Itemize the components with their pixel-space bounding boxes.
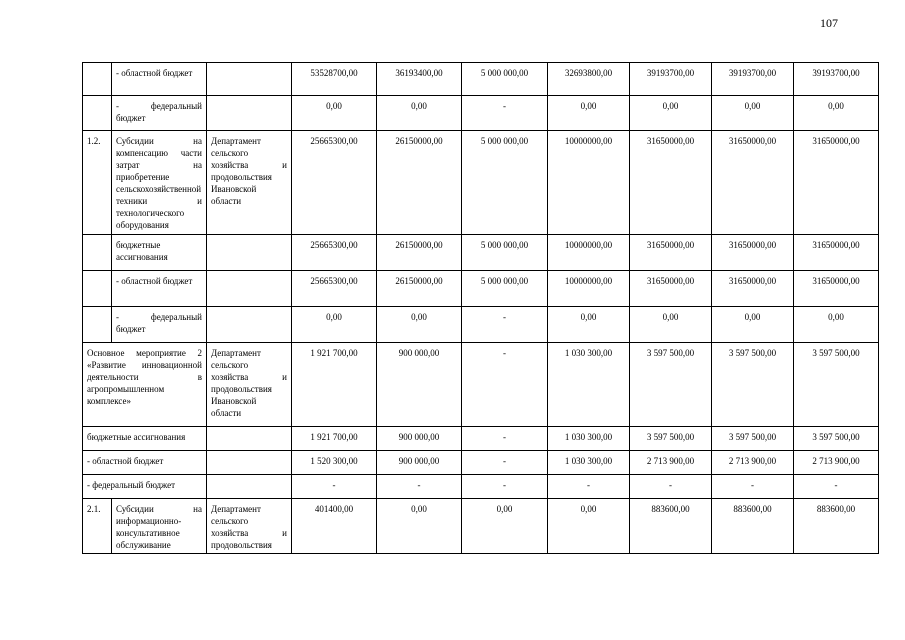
value-cell: 0,00 [712,96,794,131]
value-cell: 5 000 000,00 [462,63,548,96]
table-row [83,343,879,427]
value-cell: 3 597 500,00 [794,427,879,451]
executor-cell [207,271,292,307]
value-cell: 31650000,00 [630,271,712,307]
value-cell: 0,00 [377,307,462,343]
executor-cell [207,63,292,96]
value-cell: 53528700,00 [292,63,377,96]
table-row [83,271,879,307]
executor-cell: Департамент сельского хозяйства и продовольствия [207,499,292,554]
value-cell: 1 030 300,00 [548,451,630,475]
value-cell: 39193700,00 [794,63,879,96]
table-row [83,499,879,554]
value-cell: 31650000,00 [712,271,794,307]
row-number-cell: 2.1. [83,499,112,554]
row-name-cell: Субсидии на компенсацию части затрат на приобретение сельскохозяйственной техники и технологического оборудования [112,131,207,235]
row-name-cell: - областной бюджет [112,63,207,96]
executor-cell: Департамент сельского хозяйства и продовольствия Ивановской области [207,131,292,235]
value-cell: 31650000,00 [794,271,879,307]
table-row [83,451,879,475]
row-name-cell: бюджетные ассигнования [83,427,207,451]
row-name-cell: - областной бюджет [83,451,207,475]
row-name-cell: бюджетные ассигнования [112,235,207,271]
value-cell: 3 597 500,00 [712,343,794,427]
value-cell: 900 000,00 [377,427,462,451]
value-cell: - [292,475,377,499]
value-cell: 5 000 000,00 [462,235,548,271]
row-number-cell [83,307,112,343]
value-cell: 2 713 900,00 [712,451,794,475]
value-cell: - [462,475,548,499]
value-cell: 3 597 500,00 [794,343,879,427]
value-cell: 1 030 300,00 [548,427,630,451]
value-cell: 39193700,00 [630,63,712,96]
value-cell: 2 713 900,00 [794,451,879,475]
table-row [83,307,879,343]
value-cell: 10000000,00 [548,131,630,235]
executor-cell [207,235,292,271]
executor-cell [207,307,292,343]
row-name-cell: - федеральный бюджет [83,475,207,499]
value-cell: 0,00 [548,96,630,131]
value-cell: - [462,427,548,451]
value-cell: 1 520 300,00 [292,451,377,475]
value-cell: 1 921 700,00 [292,427,377,451]
value-cell: 26150000,00 [377,131,462,235]
table-row [83,63,879,96]
value-cell: 0,00 [462,499,548,554]
value-cell: 0,00 [377,96,462,131]
value-cell: 26150000,00 [377,271,462,307]
value-cell: 0,00 [548,307,630,343]
value-cell: - [630,475,712,499]
table-row [83,475,879,499]
value-cell: 0,00 [548,499,630,554]
row-name-cell: Основное мероприятие 2 «Развитие инновационной деятельности в агропромышленном комплексе» [83,343,207,427]
value-cell: 31650000,00 [794,235,879,271]
value-cell: 31650000,00 [630,131,712,235]
row-name-cell: - областной бюджет [112,271,207,307]
executor-cell: Департамент сельского хозяйства и продовольствия Ивановской области [207,343,292,427]
value-cell: 401400,00 [292,499,377,554]
value-cell: 25665300,00 [292,235,377,271]
value-cell: 3 597 500,00 [712,427,794,451]
value-cell: 10000000,00 [548,235,630,271]
value-cell: 31650000,00 [712,131,794,235]
value-cell: 32693800,00 [548,63,630,96]
value-cell: - [462,307,548,343]
value-cell: 10000000,00 [548,271,630,307]
table-row [83,427,879,451]
value-cell: 3 597 500,00 [630,343,712,427]
row-number-cell [83,235,112,271]
table-row [83,235,879,271]
row-number-cell [83,271,112,307]
value-cell: - [462,343,548,427]
value-cell: 1 921 700,00 [292,343,377,427]
row-name-cell: - федеральный бюджет [112,96,207,131]
value-cell: 5 000 000,00 [462,271,548,307]
executor-cell [207,451,292,475]
value-cell: 31650000,00 [630,235,712,271]
value-cell: 900 000,00 [377,451,462,475]
value-cell: 883600,00 [794,499,879,554]
value-cell: 0,00 [630,96,712,131]
row-name-cell: Субсидии на информационно-консультативное обслуживание [112,499,207,554]
executor-cell [207,475,292,499]
value-cell: - [377,475,462,499]
value-cell: 25665300,00 [292,131,377,235]
table-row [83,131,879,235]
value-cell: - [548,475,630,499]
value-cell: - [794,475,879,499]
row-name-cell: - федеральный бюджет [112,307,207,343]
table-row [83,96,879,131]
value-cell: - [462,96,548,131]
value-cell: 1 030 300,00 [548,343,630,427]
executor-cell [207,427,292,451]
value-cell: 25665300,00 [292,271,377,307]
row-number-cell [83,96,112,131]
row-number-cell [83,63,112,96]
value-cell: 0,00 [630,307,712,343]
value-cell: 2 713 900,00 [630,451,712,475]
value-cell: 5 000 000,00 [462,131,548,235]
value-cell: 3 597 500,00 [630,427,712,451]
value-cell: 0,00 [292,307,377,343]
value-cell: 883600,00 [630,499,712,554]
value-cell: 0,00 [712,307,794,343]
value-cell: 0,00 [377,499,462,554]
value-cell: - [712,475,794,499]
value-cell: 900 000,00 [377,343,462,427]
value-cell: 0,00 [794,96,879,131]
budget-table [82,62,879,554]
value-cell: 36193400,00 [377,63,462,96]
value-cell: 883600,00 [712,499,794,554]
page-number: 107 [820,16,838,30]
value-cell: 39193700,00 [712,63,794,96]
executor-cell [207,96,292,131]
value-cell: 31650000,00 [794,131,879,235]
value-cell: 0,00 [292,96,377,131]
value-cell: 31650000,00 [712,235,794,271]
value-cell: 26150000,00 [377,235,462,271]
value-cell: 0,00 [794,307,879,343]
value-cell: - [462,451,548,475]
row-number-cell: 1.2. [83,131,112,235]
